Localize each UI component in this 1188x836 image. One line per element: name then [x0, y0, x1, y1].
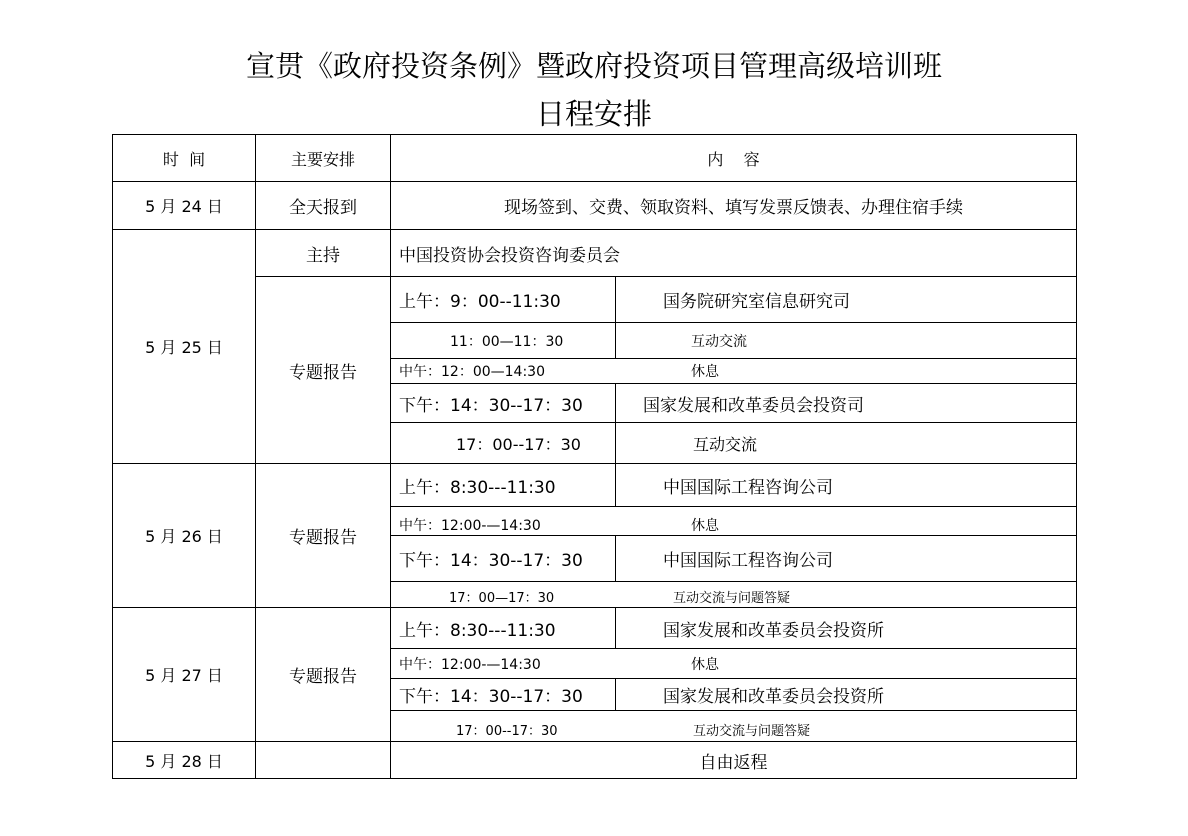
- time-cell: 11：00—11：30: [450, 333, 564, 350]
- header-arrangement: 主要安排: [290, 149, 355, 169]
- time-cell: 下午：14：30--17：30: [399, 395, 583, 416]
- date-cell: 5 月 26 日: [145, 527, 223, 546]
- item-cell: 中国国际工程咨询公司: [663, 551, 833, 571]
- arrangement-cell: 专题报告: [289, 362, 357, 383]
- column-divider: [615, 463, 616, 506]
- item-cell: 休息: [691, 656, 719, 673]
- time-cell: 下午：14：30--17：30: [399, 551, 583, 571]
- item-cell: 休息: [691, 364, 719, 380]
- item-cell: 互动交流与问题答疑: [673, 591, 791, 606]
- item-cell: 互动交流与问题答疑: [693, 723, 811, 739]
- arrangement-cell: 全天报到: [289, 198, 357, 218]
- column-divider: [615, 678, 616, 710]
- time-cell: 上午：8:30---11:30: [399, 620, 556, 641]
- column-divider: [615, 535, 616, 581]
- page-title: 宣贯《政府投资条例》暨政府投资项目管理高级培训班: [245, 49, 942, 83]
- time-cell: 17：00--17：30: [456, 434, 581, 454]
- arrangement-cell: 专题报告: [289, 528, 357, 548]
- item-cell: 休息: [691, 518, 719, 534]
- time-cell: 上午：8:30---11:30: [399, 477, 556, 498]
- time-cell: 中午：12:00-—14:30: [399, 656, 541, 673]
- content-cell: 现场签到、交费、领取资料、填写发票反馈表、办理住宿手续: [504, 198, 963, 218]
- date-cell: 5 月 25 日: [145, 338, 223, 357]
- item-cell: 国家发展和改革委员会投资所: [663, 687, 884, 707]
- time-cell: 17：00--17：30: [456, 723, 558, 739]
- date-cell: 5 月 27 日: [145, 666, 223, 685]
- time-cell: 中午：12：00—14:30: [399, 364, 545, 380]
- date-cell: 5 月 28 日: [145, 751, 223, 771]
- item-cell: 国务院研究室信息研究司: [663, 292, 850, 312]
- time-cell: 上午：9：00--11:30: [399, 292, 561, 312]
- item-cell: 互动交流: [693, 434, 758, 454]
- host-cell: 中国投资协会投资咨询委员会: [399, 245, 620, 266]
- item-cell: 国家发展和改革委员会投资所: [663, 620, 884, 641]
- content-cell: 自由返程: [699, 752, 768, 773]
- column-divider: [615, 276, 616, 358]
- date-cell: 5 月 24 日: [145, 197, 223, 216]
- item-cell: 中国国际工程咨询公司: [663, 477, 833, 498]
- arrangement-cell: 专题报告: [289, 667, 357, 687]
- time-cell: 中午：12:00-—14:30: [399, 518, 541, 534]
- column-divider: [615, 607, 616, 648]
- header-time: 时 间: [162, 149, 206, 169]
- column-divider: [390, 135, 391, 778]
- time-cell: 下午：14：30--17：30: [399, 687, 583, 707]
- item-cell: 互动交流: [691, 333, 747, 350]
- item-cell: 国家发展和改革委员会投资司: [643, 395, 864, 416]
- host-label-cell: 主持: [306, 245, 340, 266]
- page-subtitle: 日程安排: [535, 97, 652, 131]
- time-cell: 17：00—17：30: [449, 591, 555, 606]
- schedule-table: [112, 134, 1077, 779]
- header-content: 内 容: [707, 149, 760, 169]
